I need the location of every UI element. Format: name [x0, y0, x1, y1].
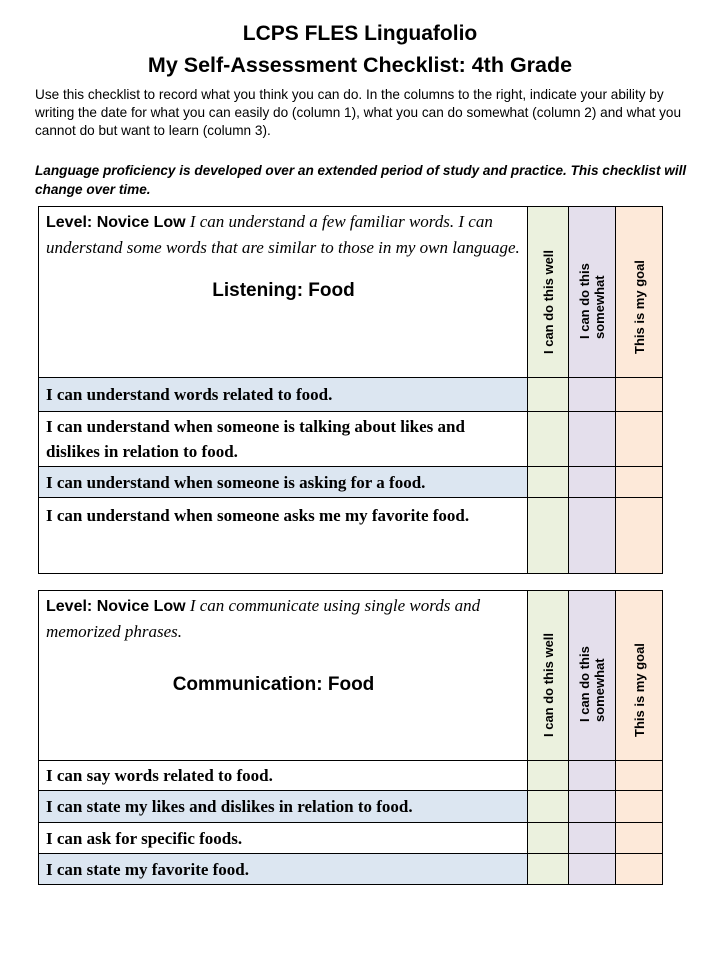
my-goal-cell[interactable]: [616, 791, 663, 823]
can-do-somewhat-cell[interactable]: [569, 854, 616, 885]
listening-statement: I can understand when someone asks me my favorite food.: [39, 498, 528, 574]
communication-level-cell: [39, 591, 528, 761]
communication-section-title: Communication: Food: [172, 674, 375, 695]
table-row: [39, 498, 663, 574]
can-do-well-cell[interactable]: [528, 378, 569, 412]
col-header-my-goal-label: This is my goal: [632, 260, 647, 354]
can-do-well-cell[interactable]: [528, 854, 569, 885]
col-header-can-do-well-label: I can do this well: [541, 249, 556, 354]
communication-statement: I can state my favorite food.: [39, 854, 528, 885]
table-row: [39, 761, 663, 791]
table-row: [39, 412, 663, 467]
communication-level-text: I can communicate using single words and memorized phrases.: [46, 596, 481, 641]
can-do-well-cell[interactable]: [528, 467, 569, 498]
col-header-can-do-well-label: I can do this well: [541, 632, 556, 737]
my-goal-cell[interactable]: [616, 467, 663, 498]
col-header-can-do-somewhat-label: [577, 263, 607, 339]
can-do-well-cell[interactable]: [528, 412, 569, 467]
my-goal-cell[interactable]: [616, 823, 663, 854]
listening-section-title: Listening: Food: [212, 280, 355, 301]
table-row: [39, 378, 663, 412]
col-header-my-goal: [616, 591, 663, 761]
listening-level-label: Level: Novice Low: [46, 214, 186, 231]
col-header-can-do-well: [528, 591, 569, 761]
listening-checklist-table: [38, 206, 663, 574]
table-row: [39, 467, 663, 498]
col-header-somewhat-line1: I can do this: [577, 646, 592, 722]
listening-level-description: [46, 209, 521, 260]
col-header-my-goal-label: This is my goal: [632, 643, 647, 737]
can-do-well-cell[interactable]: [528, 498, 569, 574]
listening-level-cell: [39, 207, 528, 378]
my-goal-cell[interactable]: [616, 761, 663, 791]
my-goal-cell[interactable]: [616, 412, 663, 467]
communication-level-label: Level: Novice Low: [46, 598, 186, 615]
my-goal-cell[interactable]: [616, 498, 663, 574]
table-row: [39, 823, 663, 854]
can-do-well-cell[interactable]: [528, 823, 569, 854]
listening-statement: I can understand words related to food.: [39, 378, 528, 412]
listening-level-text: I can understand a few familiar words. I can understand some words that are similar to those in my own language.: [46, 212, 520, 257]
proficiency-note: Language proficiency is developed over an extended period of study and practice. This checklist will change over time.: [35, 163, 687, 197]
my-goal-cell[interactable]: [616, 854, 663, 885]
communication-header-row: [39, 591, 663, 761]
communication-statement: I can say words related to food.: [39, 761, 528, 791]
can-do-somewhat-cell[interactable]: [569, 467, 616, 498]
col-header-somewhat-line1: I can do this: [577, 263, 592, 339]
page-title: LCPS FLES Linguafolio: [242, 22, 478, 45]
col-header-can-do-somewhat: [569, 591, 616, 761]
can-do-somewhat-cell[interactable]: [569, 761, 616, 791]
can-do-somewhat-cell[interactable]: [569, 823, 616, 854]
can-do-well-cell[interactable]: [528, 791, 569, 823]
can-do-somewhat-cell[interactable]: [569, 378, 616, 412]
can-do-somewhat-cell[interactable]: [569, 498, 616, 574]
communication-statement: I can state my likes and dislikes in relation to food.: [39, 791, 528, 823]
can-do-somewhat-cell[interactable]: [569, 412, 616, 467]
table-row: [39, 791, 663, 823]
listening-statement: I can understand when someone is talking about likes and dislikes in relation to food.: [39, 412, 528, 467]
communication-level-description: [46, 593, 521, 644]
listening-statement: I can understand when someone is asking for a food.: [39, 467, 528, 498]
communication-statement: I can ask for specific foods.: [39, 823, 528, 854]
my-goal-cell[interactable]: [616, 378, 663, 412]
col-header-somewhat-line2: somewhat: [592, 275, 607, 339]
col-header-can-do-well: [528, 207, 569, 378]
listening-header-row: [39, 207, 663, 378]
table-row: [39, 854, 663, 885]
page-subtitle: My Self-Assessment Checklist: 4th Grade: [147, 53, 573, 77]
col-header-can-do-somewhat: [569, 207, 616, 378]
col-header-my-goal: [616, 207, 663, 378]
col-header-can-do-somewhat-label: [577, 646, 607, 722]
can-do-somewhat-cell[interactable]: [569, 791, 616, 823]
communication-checklist-table: [38, 590, 663, 885]
col-header-somewhat-line2: somewhat: [592, 658, 607, 722]
instructions-text: Use this checklist to record what you think you can do. In the columns to the right, indicate your ability by writing the date for what you can easily do (column 1), what you can do somewhat (column 2) and what you cannot do but want to learn (column 3).: [35, 87, 682, 138]
can-do-well-cell[interactable]: [528, 761, 569, 791]
